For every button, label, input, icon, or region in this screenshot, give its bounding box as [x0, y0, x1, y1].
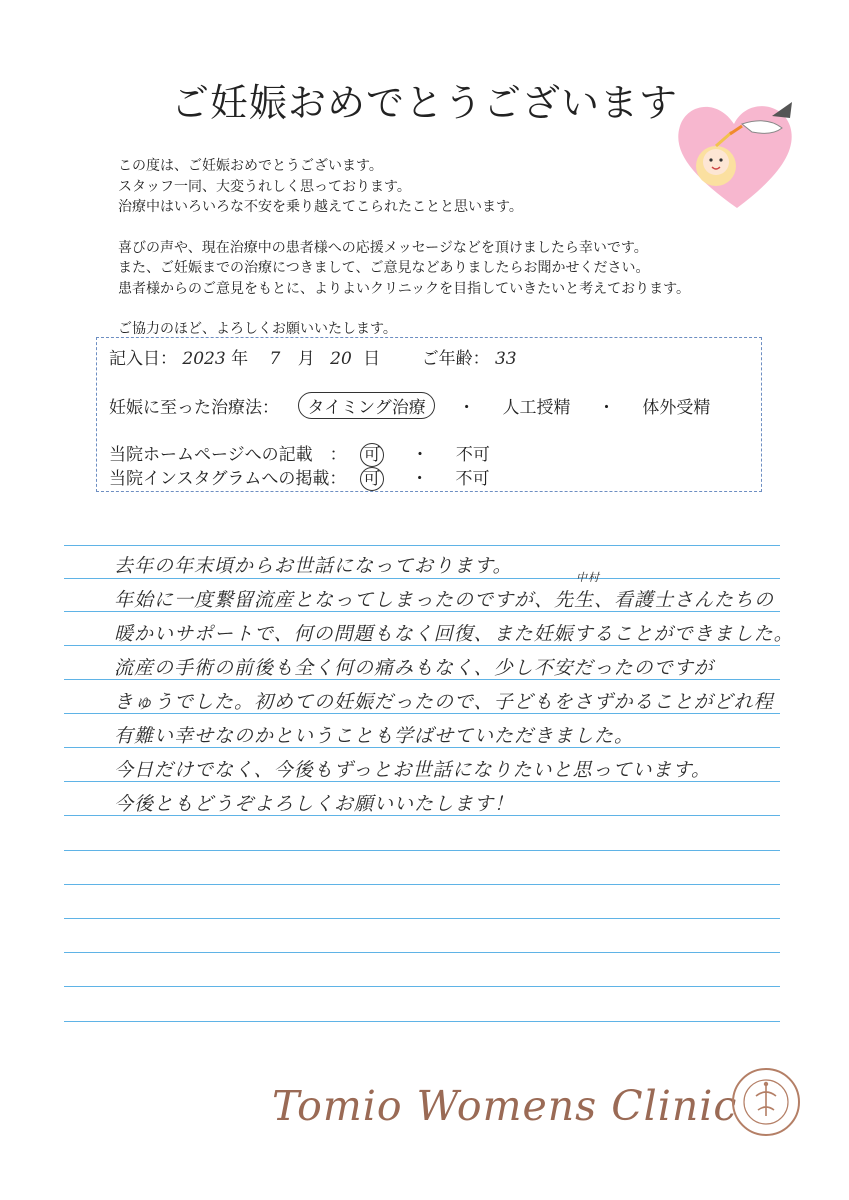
- intro-text: [118, 156, 690, 340]
- date-label: 記入日：: [109, 349, 177, 369]
- date-month: 7: [269, 349, 281, 369]
- handwritten-line: 暖かいサポートで、何の問題もなく回復、また妊娠することができました。: [114, 623, 794, 645]
- date-year: 2023: [182, 349, 226, 369]
- page-title: ご妊娠おめでとうございます: [170, 81, 678, 125]
- homepage-allow: 可: [360, 443, 384, 467]
- treatment-option-ivf: 体外受精: [642, 398, 711, 418]
- instagram-label: 当院インスタグラムへの掲載：: [109, 469, 347, 489]
- handwritten-line: 今日だけでなく、今後もずっとお世話になりたいと思っています。: [114, 759, 711, 781]
- handwritten-line: きゅうでした。初めての妊娠だったので、子どもをさずかることがどれ程: [114, 691, 774, 713]
- ruled-line: [64, 1021, 780, 1022]
- handwritten-line: 今後ともどうぞよろしくお願いいたします！: [114, 793, 515, 815]
- homepage-consent-row: [109, 440, 490, 467]
- month-unit: 月: [297, 349, 315, 369]
- intro-line: また、ご妊娠までの治療につきまして、ご意見などありましたらお聞かせください。: [118, 260, 650, 276]
- homepage-disallow: 不可: [455, 445, 490, 465]
- homepage-label: 当院ホームページへの記載 ：: [109, 445, 347, 465]
- instagram-allow: 可: [360, 467, 384, 491]
- treatment-option-timing: タイミング治療: [298, 392, 434, 419]
- treatment-option-iui: 人工授精: [502, 398, 571, 418]
- ruled-line: [64, 986, 780, 987]
- ruled-line: [64, 884, 780, 885]
- year-unit: 年: [231, 349, 249, 369]
- instagram-disallow: 不可: [455, 469, 490, 489]
- handwritten-line: 年始に一度繋留流産となってしまったのですが、先生、看護士さんたちの: [114, 589, 775, 611]
- age-value: 33: [494, 349, 517, 369]
- stork-baby-heart-illustration: [672, 96, 802, 216]
- age-label: ご年齢：: [421, 349, 490, 369]
- ruled-line: [64, 578, 780, 579]
- intro-line: 治療中はいろいろな不安を乗り越えてこられたことと思います。: [118, 199, 523, 215]
- clinic-seal-logo: [730, 1066, 802, 1138]
- treatment-label: 妊娠に至った治療法：: [109, 398, 279, 418]
- intro-line: スタッフ一同、大変うれしく思っております。: [118, 178, 411, 195]
- handwritten-line: 流産の手術の前後も全く何の痛みもなく、少し不安だったのですが: [114, 657, 714, 679]
- handwritten-line: 去年の年末頃からお世話になっております。: [114, 555, 513, 577]
- ruled-line: [64, 545, 780, 546]
- ruled-line: [64, 952, 780, 953]
- intro-line: この度は、ご妊娠おめでとうございます。: [118, 158, 383, 174]
- intro-line: 患者様からのご意見をもとに、よりよいクリニックを目指していきたいと考えております。: [118, 280, 691, 297]
- intro-line: 喜びの声や、現在治療中の患者様への応援メッセージなどを頂けましたら幸いです。: [118, 239, 648, 256]
- separator: ・: [597, 398, 615, 418]
- date-day: 20: [330, 349, 352, 369]
- instagram-consent-row: [109, 464, 490, 491]
- day-unit: 日: [363, 349, 381, 369]
- separator: ・: [458, 398, 476, 418]
- clinic-logo-text: Tomio Womens Clinic: [272, 1082, 738, 1130]
- intro-line: ご協力のほど、よろしくお願いいたします。: [118, 321, 397, 337]
- info-form-box: [96, 337, 762, 492]
- separator: ・: [411, 445, 429, 465]
- handwritten-line: 有難い幸せなのかということも学ばせていただきました。: [114, 725, 635, 747]
- handwritten-annotation: 中村: [576, 571, 600, 584]
- separator: ・: [411, 469, 429, 489]
- date-age-row: [109, 344, 517, 369]
- treatment-row: [109, 392, 710, 419]
- ruled-line: [64, 918, 780, 919]
- ruled-line: [64, 850, 780, 851]
